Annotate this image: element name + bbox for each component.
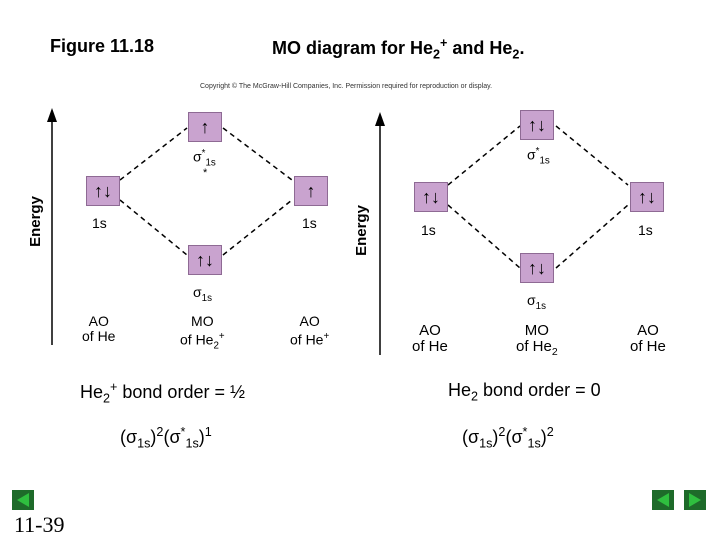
cfg-left-exp2: 1	[204, 425, 212, 439]
caption-mo-left	[180, 314, 225, 353]
cfg-right-exp1: 2	[498, 425, 506, 439]
caption-mo-left-line1: MO	[191, 313, 214, 329]
cfg-right-p4: )	[540, 427, 547, 447]
bond-order-right	[448, 380, 601, 404]
stray-star-left: *	[203, 167, 208, 179]
cfg-left-sigma-star: σ	[169, 427, 181, 447]
cfg-left-exp1: 2	[156, 425, 164, 439]
electron-config-left	[120, 425, 212, 451]
sigma-orbital-left: ↑↓	[188, 245, 222, 275]
title-sub-2: 2	[512, 47, 520, 62]
caption-ao-left-2-line2: of He	[290, 331, 324, 348]
cfg-right-p3: (	[505, 427, 512, 447]
sigma-star-sub-right: 1s	[539, 155, 550, 167]
caption-ao-left-1	[82, 314, 115, 344]
sigma-label-right	[527, 292, 546, 312]
bond-order-right-sub: 2	[471, 389, 479, 404]
cfg-right-exp2: 2	[546, 425, 554, 439]
sigma-sub-right: 1s	[535, 300, 546, 312]
sigma-star-symbol-left: σ	[193, 148, 202, 165]
caption-ao-right-1-line1: AO	[419, 322, 441, 339]
sigma-orbital-right: ↑↓	[520, 253, 554, 283]
sigma-star-label-right	[527, 146, 550, 166]
caption-mo-right	[516, 323, 558, 360]
caption-mo-right-line2: of He	[516, 338, 552, 355]
figure-label: Figure 11.18	[50, 36, 155, 56]
cfg-right-p1: (	[462, 427, 468, 447]
sigma-star-orbital-left: ↑	[188, 112, 222, 142]
caption-mo-left-line2: of He	[180, 331, 214, 348]
arrow-right-icon	[684, 490, 706, 510]
sigma-star-sub-left: 1s	[205, 157, 216, 169]
ao-label-right-1: 1s	[421, 222, 436, 238]
caption-mo-right-sub: 2	[551, 346, 558, 358]
cfg-left-p4: )	[198, 427, 205, 447]
bond-order-left	[80, 380, 245, 406]
sigma-label-left	[193, 284, 212, 304]
energy-axis-label-right: Energy	[352, 205, 370, 256]
cfg-left-sub1: 1s	[137, 436, 151, 451]
bond-order-left-sub: 2	[103, 391, 111, 406]
title-text-2: and He	[447, 38, 513, 58]
cfg-right-p2: )	[492, 427, 499, 447]
caption-ao-left-1-line2: of He	[82, 328, 116, 344]
home-slide-button[interactable]	[652, 490, 674, 510]
ao-label-left-2: 1s	[302, 215, 317, 231]
cfg-right-star: *	[522, 425, 528, 439]
copyright-notice: Copyright © The McGraw-Hill Companies, Inc. Permission required for reproduction or display.	[200, 83, 493, 90]
bond-order-right-text: bond order = 0	[478, 380, 601, 400]
caption-ao-right-2-line2: of He	[630, 338, 666, 355]
title-text-1: MO diagram for He	[272, 38, 434, 58]
caption-ao-right-1	[412, 323, 448, 355]
caption-ao-right-1-line2: of He	[412, 338, 448, 355]
sigma-star-label-left	[193, 148, 216, 168]
sigma-sub-left: 1s	[201, 292, 212, 304]
bond-order-left-text: bond order = ½	[117, 382, 245, 402]
cfg-left-p3: (	[163, 427, 170, 447]
ao-label-right-2: 1s	[638, 222, 653, 238]
sigma-star-orbital-right: ↑↓	[520, 110, 554, 140]
caption-mo-right-line1: MO	[524, 322, 549, 339]
caption-ao-right-2-line1: AO	[637, 322, 659, 339]
sigma-symbol-left: σ	[193, 284, 202, 300]
cfg-right-sigma-star: σ	[511, 427, 523, 447]
title-period: .	[519, 38, 525, 58]
caption-ao-left-2-sup: +	[323, 331, 330, 342]
cfg-left-sigma: σ	[126, 427, 138, 447]
cfg-left-p2: )	[150, 427, 157, 447]
electron-config-right	[462, 425, 554, 451]
cfg-left-sub2: 1s	[185, 436, 199, 451]
cfg-right-sub1: 1s	[479, 436, 493, 451]
sigma-star-star-right: *	[535, 146, 540, 157]
bond-order-left-he: He	[80, 382, 104, 402]
caption-ao-left-1-line1: AO	[88, 313, 109, 329]
bond-order-right-he: He	[448, 380, 472, 400]
caption-ao-right-2	[630, 323, 666, 355]
caption-ao-left-2-line1: AO	[299, 313, 320, 329]
caption-ao-left-2	[290, 314, 329, 348]
bond-order-left-sup: +	[110, 380, 118, 394]
ao-orbital-left-2: ↑	[294, 176, 328, 206]
ao-orbital-right-2: ↑↓	[630, 182, 664, 212]
energy-axis-label-left: Energy	[26, 196, 44, 247]
caption-mo-left-sub: 2	[213, 340, 219, 352]
ao-orbital-left-1: ↑↓	[86, 176, 120, 206]
sigma-star-symbol-right: σ	[527, 146, 536, 163]
slide-number: 11-39	[14, 512, 65, 537]
previous-slide-button[interactable]	[12, 490, 34, 510]
arrow-left-icon-2	[652, 490, 674, 510]
title-sup: +	[440, 36, 448, 50]
ao-orbital-right-1: ↑↓	[414, 182, 448, 212]
arrow-left-icon	[12, 490, 34, 510]
cfg-left-star: *	[180, 425, 186, 439]
cfg-left-p1: (	[120, 427, 126, 447]
sigma-star-star-left: *	[201, 148, 206, 159]
ao-label-left-1: 1s	[92, 215, 107, 231]
title-sub: 2	[433, 47, 441, 62]
caption-mo-left-sup: +	[218, 331, 225, 342]
sigma-symbol-right: σ	[527, 292, 536, 308]
cfg-right-sigma: σ	[468, 427, 480, 447]
next-slide-button[interactable]	[684, 490, 706, 510]
cfg-right-sub2: 1s	[527, 436, 541, 451]
